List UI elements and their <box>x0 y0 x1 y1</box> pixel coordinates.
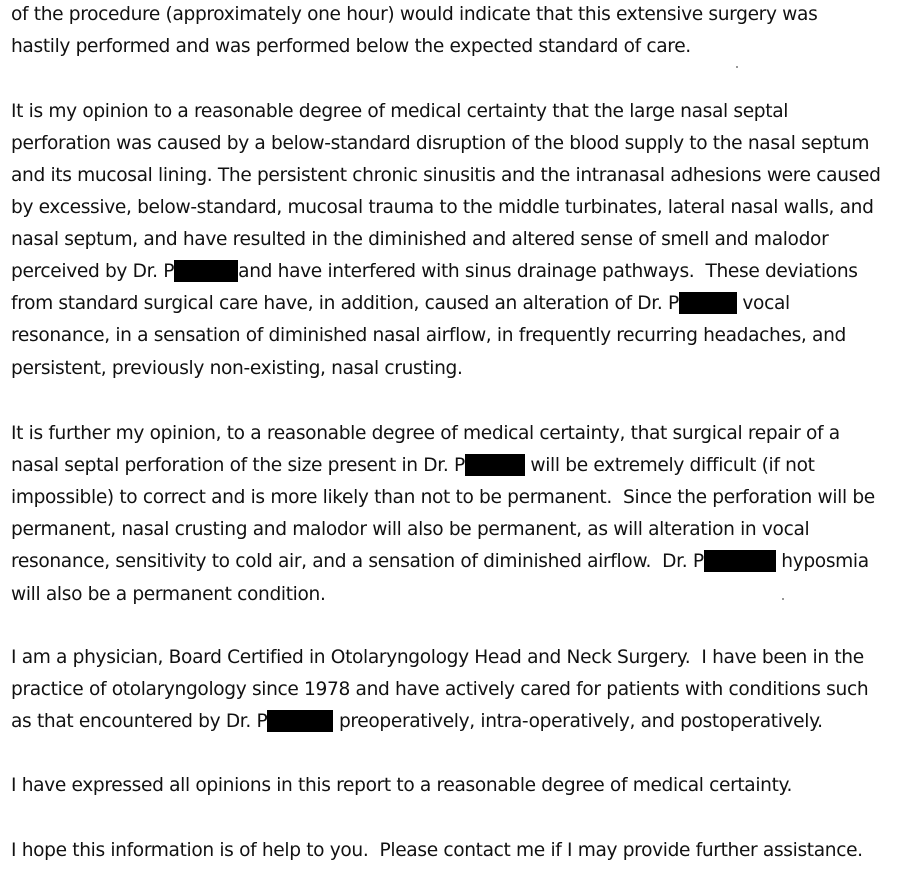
paragraph-1-line-2: hastily performed and was performed below the expected standard of care. <box>11 36 691 57</box>
scan-speck <box>736 66 738 68</box>
paragraph-3-line-5-start: resonance, sensitivity to cold air, and a sensation of diminished airflow. Dr. P <box>11 551 704 572</box>
redaction-bar <box>465 454 525 476</box>
redaction-bar <box>267 710 333 732</box>
paragraph-3-line-5 <box>11 547 869 577</box>
paragraph-2-line-1: It is my opinion to a reasonable degree of medical certainty that the large nasal septal <box>11 101 789 122</box>
paragraph-3-line-2-start: nasal septal perforation of the size present in Dr. P <box>11 455 465 476</box>
paragraph-4-line-1: I am a physician, Board Certified in Otolaryngology Head and Neck Surgery. I have been in the <box>11 647 864 668</box>
paragraph-4-line-3 <box>11 707 823 737</box>
paragraph-2-line-9: persistent, previously non-existing, nasal crusting. <box>11 358 463 379</box>
paragraph-4-line-3-start: as that encountered by Dr. P <box>11 711 268 732</box>
redaction-bar <box>704 550 776 572</box>
paragraph-3-line-2 <box>11 451 815 481</box>
paragraph-6-line-1: I hope this information is of help to you. Please contact me if I may provide further assistance. <box>11 840 863 861</box>
scan-speck <box>782 598 784 600</box>
paragraph-4-line-3-end: preoperatively, intra-operatively, and postoperatively. <box>333 711 823 732</box>
redaction-bar <box>174 260 238 282</box>
paragraph-2-line-6-end: and have interfered with sinus drainage pathways. These deviations <box>238 261 858 282</box>
paragraph-2-line-6-start: perceived by Dr. P <box>11 261 175 282</box>
paragraph-3-line-1: It is further my opinion, to a reasonable degree of medical certainty, that surgical repair of a <box>11 423 840 444</box>
paragraph-4-line-2: practice of otolaryngology since 1978 and have actively cared for patients with conditions such <box>11 679 869 700</box>
paragraph-3-line-5-end: hyposmia <box>775 551 869 572</box>
paragraph-3-line-4: permanent, nasal crusting and malodor will also be permanent, as will alteration in vocal <box>11 519 810 540</box>
paragraph-2-line-6 <box>11 257 858 287</box>
paragraph-2-line-7-start: from standard surgical care have, in addition, caused an alteration of Dr. P <box>11 293 679 314</box>
paragraph-2-line-5: nasal septum, and have resulted in the diminished and altered sense of smell and malodor <box>11 229 829 250</box>
redaction-bar <box>679 292 737 314</box>
paragraph-2-line-3: and its mucosal lining. The persistent chronic sinusitis and the intranasal adhesions were caused <box>11 165 881 186</box>
paragraph-2-line-7 <box>11 289 790 319</box>
paragraph-3-line-3: impossible) to correct and is more likely than not to be permanent. Since the perforation will be <box>11 487 875 508</box>
paragraph-3-line-6: will also be a permanent condition. <box>11 584 326 605</box>
paragraph-2-line-7-end: vocal <box>736 293 790 314</box>
paragraph-2-line-4: by excessive, below-standard, mucosal trauma to the middle turbinates, lateral nasal walls, and <box>11 197 874 218</box>
paragraph-1-line-1: of the procedure (approximately one hour) would indicate that this extensive surgery was <box>11 4 818 25</box>
paragraph-5-line-1: I have expressed all opinions in this report to a reasonable degree of medical certainty. <box>11 775 793 796</box>
paragraph-2-line-2: perforation was caused by a below-standard disruption of the blood supply to the nasal septum <box>11 133 870 154</box>
paragraph-2-line-8: resonance, in a sensation of diminished nasal airflow, in frequently recurring headaches, and <box>11 325 846 346</box>
paragraph-3-line-2-end: will be extremely difficult (if not <box>524 455 815 476</box>
